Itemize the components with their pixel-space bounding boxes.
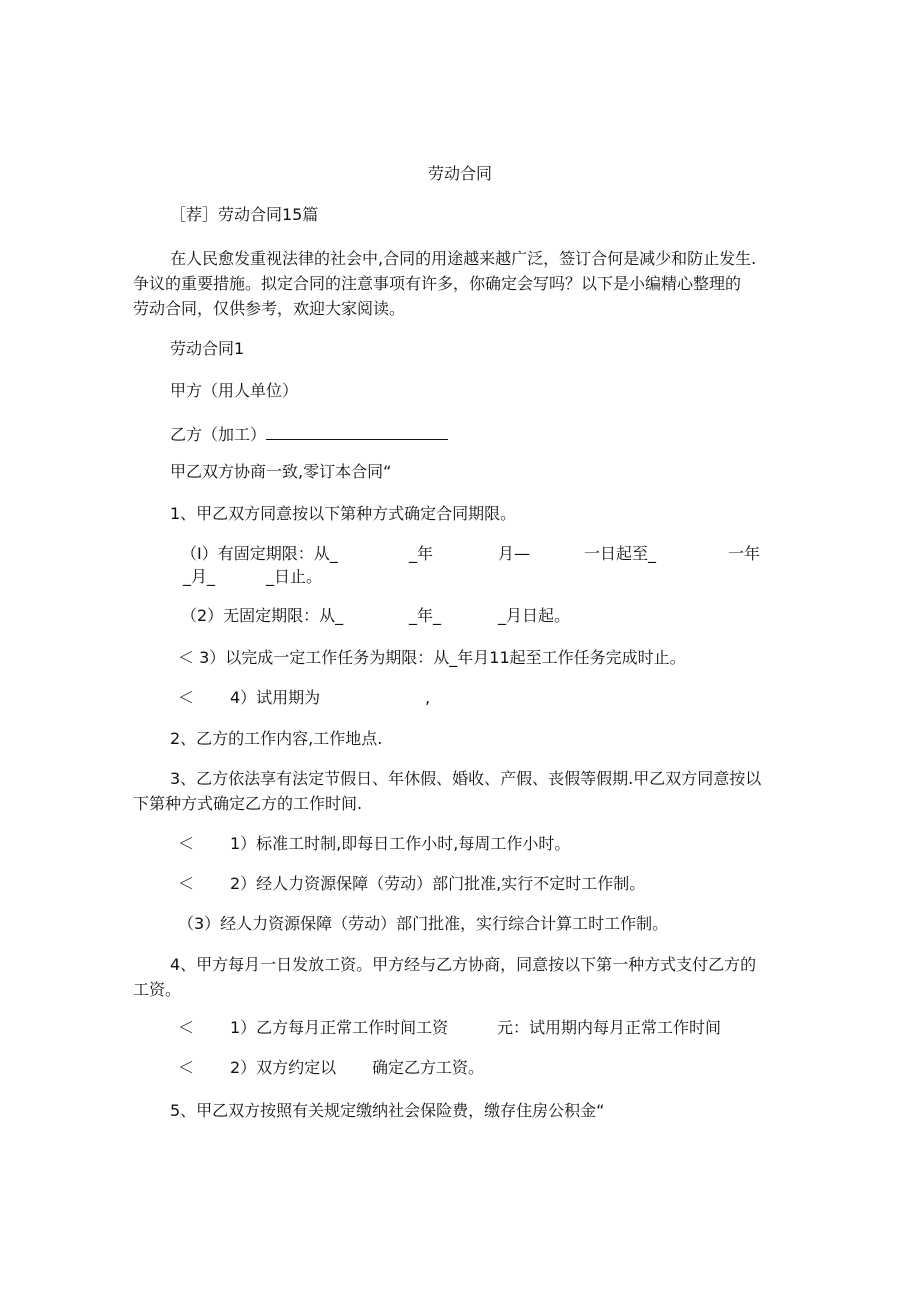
intro-line: 劳动合同，仅供参考，欢迎大家阅读。	[133, 299, 406, 318]
clause3-opt2-part: 2）经人力资源保障（劳动）部门批准,实行不定时工作制。	[230, 874, 646, 893]
clause3-opt1-part: ＜	[178, 834, 195, 853]
clause4-opt2-part: ＜	[178, 1058, 195, 1077]
section-heading: 劳动合同1	[170, 339, 245, 358]
clause4-opt2-part: 2）双方约定以	[230, 1058, 337, 1077]
clause3-line: 3、乙方依法享有法定节假日、年休假、婚收、产假、丧假等假期.甲乙双方同意按以	[170, 769, 762, 788]
clause1-opt1-part: 月—	[498, 544, 531, 563]
clause4-opt1-part: 元：试用期内每月正常工作时间	[497, 1018, 722, 1037]
clause1-opt2-part: _年_	[409, 606, 442, 625]
clause2: 2、乙方的工作内容,工作地点.	[170, 729, 383, 748]
clause3-line: 下第种方式确定乙方的工作时间.	[133, 794, 363, 813]
clause1-opt3: ＜ 3）以完成一定工作任务为期限：从_年月11起至工作任务完成时止。	[178, 648, 686, 667]
clause4-line: 4、甲方每月一日发放工资。甲方经与乙方协商，同意按以下第一种方式支付乙方的	[170, 955, 757, 974]
document-title: 劳动合同	[427, 164, 492, 183]
intro-paragraph	[133, 246, 793, 321]
clause1-title: 1、甲乙双方同意按以下第种方式确定合同期限。	[170, 504, 517, 523]
party-b-row	[170, 422, 448, 446]
party-a: 甲方（用人单位）	[170, 381, 299, 400]
party-b-label: 乙方（加工）	[170, 425, 267, 444]
clause1-opt1-part: _日止。	[266, 567, 323, 586]
clause1-opt4-part: ,	[425, 688, 431, 707]
clause1-opt1-part: _月_	[183, 567, 216, 586]
agreement-line: 甲乙双方协商一致,零订本合同“	[170, 462, 392, 481]
clause1-opt1-part: 一日起至_	[584, 544, 657, 563]
document-subtitle: ［荐］劳动合同15篇	[170, 205, 319, 224]
clause1-opt2-part: （2）无固定期限：从_	[181, 606, 344, 625]
clause1-opt2-part: _月日起。	[498, 606, 571, 625]
intro-line: 在人民愈发重视法律的社会中,合同的用途越来越广泛，签订合何是减少和防止发生.	[170, 249, 757, 268]
clause5: 5、甲乙双方按照有关规定缴纳社会保险费，缴存住房公积金“	[170, 1101, 605, 1120]
clause4-opt2-part: 确定乙方工资。	[372, 1058, 485, 1077]
clause4-opt1-part: ＜	[178, 1018, 195, 1037]
clause1-opt4-part: 4）试用期为	[230, 688, 321, 707]
clause3-opt3: （3）经人力资源保障（劳动）部门批准，实行综合计算工时工作制。	[178, 914, 669, 933]
clause1-opt4-part: ＜	[178, 688, 195, 707]
clause3-opt1-part: 1）标准工时制,即每日工作小时,每周工作小时。	[230, 834, 571, 853]
clause4-opt1-part: 1）乙方每月正常工作时间工资	[230, 1018, 449, 1037]
clause4-line: 工资。	[133, 980, 182, 999]
intro-line: 争议的重要措施。拟定合同的注意事项有许多，你确定会写吗？以下是小编精心整理的	[133, 274, 742, 293]
clause1-opt1-part: （I）有固定期限：从_	[181, 544, 338, 563]
clause1-opt1-part: _年	[409, 544, 434, 563]
clause3-opt2-part: ＜	[178, 874, 195, 893]
clause1-opt1-part: 一年	[728, 544, 761, 563]
party-b-blank	[266, 422, 448, 440]
